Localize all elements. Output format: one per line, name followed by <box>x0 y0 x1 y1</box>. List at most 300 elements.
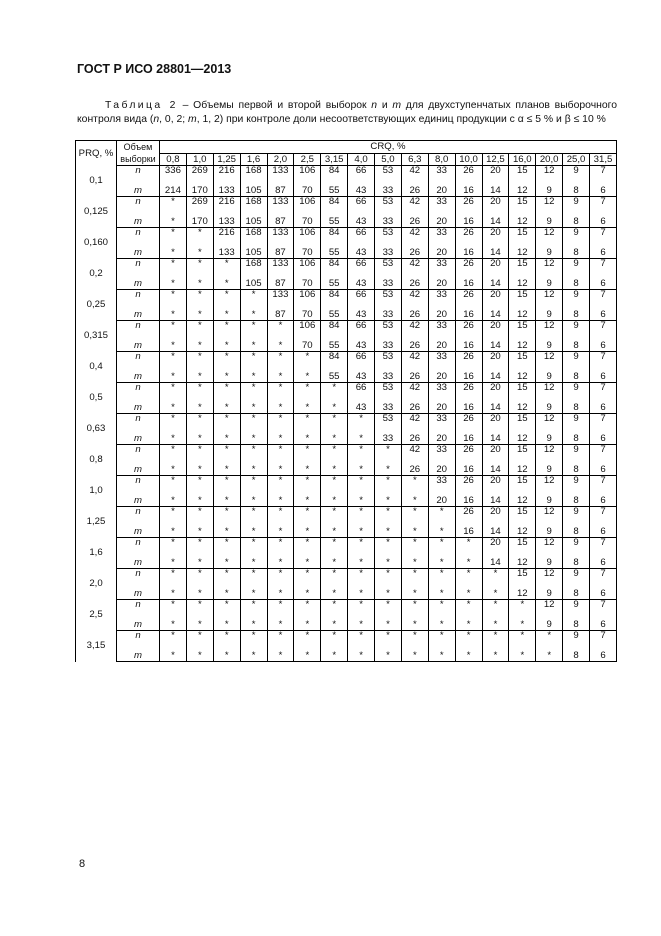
m-value: 14 <box>482 217 509 228</box>
m-value: * <box>213 434 240 445</box>
n-value: * <box>321 631 348 642</box>
n-value: * <box>267 321 294 332</box>
m-label: m <box>117 186 160 197</box>
caption-n: n <box>153 114 160 125</box>
m-value: * <box>321 434 348 445</box>
m-value: * <box>401 620 428 631</box>
m-value: * <box>240 620 267 631</box>
table-row <box>76 517 617 527</box>
m-value: 16 <box>455 248 482 259</box>
n-value: 20 <box>482 166 509 177</box>
n-label: n <box>117 197 160 208</box>
crq-column-header: 4,0 <box>348 153 375 166</box>
n-value: * <box>375 538 402 549</box>
m-value: 70 <box>294 310 321 321</box>
caption-text: , 1, 2) при контроле доли несоответствующих единиц продукции с α ≤ 5 % и β ≤ 10 % <box>196 114 606 125</box>
prq-value: 0,63 <box>76 414 117 445</box>
m-value: 6 <box>590 558 617 569</box>
m-value: 33 <box>375 186 402 197</box>
n-value: 7 <box>590 569 617 580</box>
m-value: * <box>213 279 240 290</box>
n-value: * <box>186 445 213 456</box>
m-value: 70 <box>294 248 321 259</box>
n-label: n <box>117 166 160 177</box>
m-value: 6 <box>590 341 617 352</box>
m-value: 55 <box>321 372 348 383</box>
m-value: 12 <box>509 589 536 600</box>
m-value: * <box>482 589 509 600</box>
caption-text: – Объемы первой и второй выборок <box>177 100 372 111</box>
table-row <box>76 538 617 549</box>
m-value: * <box>186 341 213 352</box>
table-row <box>76 548 617 558</box>
m-value: * <box>213 620 240 631</box>
m-value: 105 <box>240 217 267 228</box>
n-value: * <box>348 538 375 549</box>
n-value: 7 <box>590 631 617 642</box>
n-value: * <box>509 631 536 642</box>
n-value: 9 <box>563 476 590 487</box>
table-row <box>76 393 617 403</box>
n-value: 42 <box>401 290 428 301</box>
n-value: * <box>321 383 348 394</box>
n-value: 7 <box>590 538 617 549</box>
n-value: 42 <box>401 352 428 363</box>
table-row <box>76 238 617 248</box>
n-value: 33 <box>428 259 455 270</box>
n-value: 15 <box>509 445 536 456</box>
n-value: * <box>160 290 187 301</box>
m-value: * <box>401 558 428 569</box>
n-value: 9 <box>563 600 590 611</box>
m-value: 70 <box>294 186 321 197</box>
sample-size-table <box>75 140 617 662</box>
n-value: 53 <box>375 228 402 239</box>
n-value: * <box>267 631 294 642</box>
n-value: 53 <box>375 414 402 425</box>
m-value: 133 <box>213 248 240 259</box>
table-row <box>76 269 617 279</box>
m-value: * <box>240 651 267 662</box>
m-value: 12 <box>509 310 536 321</box>
m-value: * <box>213 341 240 352</box>
n-value: * <box>186 228 213 239</box>
m-value: 55 <box>321 279 348 290</box>
m-value: 14 <box>482 403 509 414</box>
crq-column-header: 25,0 <box>563 153 590 166</box>
m-value: * <box>321 651 348 662</box>
m-value: 20 <box>428 496 455 507</box>
m-value: 8 <box>563 248 590 259</box>
n-value: * <box>267 569 294 580</box>
m-value: * <box>267 372 294 383</box>
n-value: 15 <box>509 352 536 363</box>
m-value: * <box>213 496 240 507</box>
n-value: * <box>240 445 267 456</box>
n-value: 9 <box>563 321 590 332</box>
n-value: * <box>160 631 187 642</box>
n-value: 33 <box>428 445 455 456</box>
table-row <box>76 507 617 518</box>
n-value: * <box>294 352 321 363</box>
n-value: * <box>240 569 267 580</box>
table-row <box>76 620 617 631</box>
caption-m: m <box>392 100 402 111</box>
caption-n: n <box>371 100 378 111</box>
m-value: 6 <box>590 527 617 538</box>
m-value: * <box>455 651 482 662</box>
m-value: 170 <box>186 186 213 197</box>
n-value: 20 <box>482 352 509 363</box>
m-label: m <box>117 372 160 383</box>
prq-value: 0,1 <box>76 166 117 197</box>
n-value: * <box>186 538 213 549</box>
n-value: * <box>482 569 509 580</box>
m-value: 12 <box>509 279 536 290</box>
m-value: 43 <box>348 279 375 290</box>
caption-text: , 0, 2; <box>159 114 189 125</box>
n-value: 269 <box>186 197 213 208</box>
m-value: * <box>240 496 267 507</box>
n-value: * <box>240 507 267 518</box>
crq-column-header: 31,5 <box>590 153 617 166</box>
m-value: 14 <box>482 496 509 507</box>
m-label: m <box>117 496 160 507</box>
m-value: * <box>160 558 187 569</box>
prq-value: 0,8 <box>76 445 117 476</box>
n-value: * <box>160 321 187 332</box>
n-value: * <box>267 445 294 456</box>
m-value: 12 <box>509 372 536 383</box>
n-value: 12 <box>536 507 563 518</box>
m-value: 8 <box>563 589 590 600</box>
table-row <box>76 496 617 507</box>
n-value: * <box>348 600 375 611</box>
m-value: 9 <box>536 217 563 228</box>
n-value: * <box>213 321 240 332</box>
n-value: * <box>240 631 267 642</box>
n-value: 66 <box>348 383 375 394</box>
m-value: * <box>240 465 267 476</box>
n-value: 33 <box>428 321 455 332</box>
n-value: 42 <box>401 321 428 332</box>
n-label: n <box>117 290 160 301</box>
n-value: * <box>455 569 482 580</box>
n-value: * <box>482 600 509 611</box>
m-value: 20 <box>428 186 455 197</box>
n-value: * <box>294 445 321 456</box>
m-value: 9 <box>536 372 563 383</box>
n-value: * <box>294 538 321 549</box>
n-label: n <box>117 414 160 425</box>
n-value: 216 <box>213 228 240 239</box>
m-label: m <box>117 434 160 445</box>
m-value: 26 <box>401 403 428 414</box>
m-value: * <box>321 589 348 600</box>
m-value: 14 <box>482 310 509 321</box>
crq-column-header: 6,3 <box>401 153 428 166</box>
m-value: 12 <box>509 217 536 228</box>
m-value: 9 <box>536 589 563 600</box>
m-value: * <box>375 558 402 569</box>
n-value: 84 <box>321 197 348 208</box>
n-value: * <box>401 507 428 518</box>
n-value: 20 <box>482 290 509 301</box>
n-value: 216 <box>213 166 240 177</box>
n-value: 15 <box>509 538 536 549</box>
m-value: 6 <box>590 620 617 631</box>
n-value: 133 <box>267 166 294 177</box>
n-value: * <box>401 538 428 549</box>
n-value: 168 <box>240 197 267 208</box>
m-value: 43 <box>348 372 375 383</box>
m-value: 12 <box>509 496 536 507</box>
m-value: 70 <box>294 279 321 290</box>
m-value: * <box>428 620 455 631</box>
crq-column-header: 20,0 <box>536 153 563 166</box>
table-row <box>76 434 617 445</box>
m-value: 105 <box>240 279 267 290</box>
n-label: n <box>117 383 160 394</box>
m-value: 16 <box>455 186 482 197</box>
m-value: 33 <box>375 341 402 352</box>
n-value: * <box>186 569 213 580</box>
n-value: 42 <box>401 383 428 394</box>
m-value: 8 <box>563 651 590 662</box>
table-row <box>76 217 617 228</box>
m-value: 33 <box>375 248 402 259</box>
m-value: * <box>186 403 213 414</box>
m-value: 214 <box>160 186 187 197</box>
m-value: 12 <box>509 527 536 538</box>
crq-column-header: 3,15 <box>321 153 348 166</box>
table-row <box>76 403 617 414</box>
m-value: 9 <box>536 248 563 259</box>
m-value: 87 <box>267 279 294 290</box>
n-value: 15 <box>509 259 536 270</box>
m-value: 6 <box>590 310 617 321</box>
m-value: 12 <box>509 403 536 414</box>
table-row <box>76 197 617 208</box>
m-value: 55 <box>321 341 348 352</box>
n-value: * <box>160 476 187 487</box>
m-value: * <box>267 341 294 352</box>
n-value: 20 <box>482 228 509 239</box>
m-value: 16 <box>455 496 482 507</box>
n-value: 9 <box>563 383 590 394</box>
n-value: 12 <box>536 569 563 580</box>
m-label: m <box>117 403 160 414</box>
m-value: * <box>482 620 509 631</box>
m-value: * <box>401 651 428 662</box>
m-value: * <box>428 527 455 538</box>
crq-column-header: 2,5 <box>294 153 321 166</box>
n-value: 12 <box>536 538 563 549</box>
table-row <box>76 176 617 186</box>
m-value: * <box>186 372 213 383</box>
m-value: 20 <box>428 248 455 259</box>
n-value: 12 <box>536 290 563 301</box>
m-value: * <box>321 558 348 569</box>
n-value: 15 <box>509 476 536 487</box>
table-row <box>76 310 617 321</box>
m-value: 43 <box>348 341 375 352</box>
n-value: 26 <box>455 476 482 487</box>
n-label: n <box>117 352 160 363</box>
table-row <box>76 383 617 394</box>
n-value: * <box>213 569 240 580</box>
n-value: 84 <box>321 228 348 239</box>
table-row <box>76 465 617 476</box>
n-value: * <box>186 321 213 332</box>
crq-column-header: 1,25 <box>213 153 240 166</box>
m-value: 26 <box>401 465 428 476</box>
crq-column-header: 16,0 <box>509 153 536 166</box>
n-value: * <box>428 600 455 611</box>
m-value: 9 <box>536 527 563 538</box>
n-value: 20 <box>482 259 509 270</box>
m-value: * <box>267 403 294 414</box>
n-value: * <box>348 569 375 580</box>
n-label: n <box>117 228 160 239</box>
m-label: m <box>117 279 160 290</box>
m-value: 14 <box>482 527 509 538</box>
n-value: 12 <box>536 228 563 239</box>
n-value: 106 <box>294 197 321 208</box>
n-value: 7 <box>590 445 617 456</box>
n-value: * <box>240 600 267 611</box>
n-value: * <box>375 476 402 487</box>
n-value: 7 <box>590 166 617 177</box>
n-value: 106 <box>294 290 321 301</box>
n-value: * <box>294 631 321 642</box>
n-value: 7 <box>590 600 617 611</box>
m-value: 8 <box>563 279 590 290</box>
m-value: * <box>267 620 294 631</box>
m-value: 9 <box>536 434 563 445</box>
m-value: * <box>348 434 375 445</box>
n-value: 7 <box>590 321 617 332</box>
m-value: * <box>348 527 375 538</box>
n-label: n <box>117 476 160 487</box>
n-value: 42 <box>401 414 428 425</box>
n-value: 106 <box>294 166 321 177</box>
m-value: 87 <box>267 248 294 259</box>
n-value: 20 <box>482 476 509 487</box>
n-value: * <box>375 445 402 456</box>
table-row <box>76 641 617 651</box>
m-value: * <box>348 620 375 631</box>
n-value: 53 <box>375 197 402 208</box>
n-value: * <box>536 631 563 642</box>
n-value: 9 <box>563 290 590 301</box>
m-value: * <box>213 527 240 538</box>
n-value: * <box>294 476 321 487</box>
n-value: 168 <box>240 228 267 239</box>
m-value: 20 <box>428 341 455 352</box>
n-value: 26 <box>455 507 482 518</box>
n-value: 9 <box>563 352 590 363</box>
m-value: * <box>186 651 213 662</box>
m-value: * <box>455 589 482 600</box>
m-value: * <box>348 465 375 476</box>
m-value: * <box>294 558 321 569</box>
n-value: * <box>482 631 509 642</box>
m-value: * <box>240 434 267 445</box>
m-value: * <box>509 651 536 662</box>
m-value: 20 <box>428 217 455 228</box>
m-value: * <box>294 589 321 600</box>
n-value: 53 <box>375 321 402 332</box>
sample-header: Объем выборки <box>117 141 160 166</box>
n-value: 7 <box>590 228 617 239</box>
n-value: 269 <box>186 166 213 177</box>
m-value: 6 <box>590 186 617 197</box>
m-value: 133 <box>213 217 240 228</box>
n-value: 12 <box>536 352 563 363</box>
m-value: * <box>213 372 240 383</box>
m-value: * <box>267 527 294 538</box>
n-value: * <box>186 259 213 270</box>
m-value: 26 <box>401 341 428 352</box>
m-value: 43 <box>348 403 375 414</box>
n-value: * <box>401 476 428 487</box>
n-value: * <box>321 538 348 549</box>
m-value: 16 <box>455 465 482 476</box>
m-value: 8 <box>563 558 590 569</box>
table-row <box>76 476 617 487</box>
m-value: 14 <box>482 558 509 569</box>
caption-label: Таблица 2 <box>105 100 178 111</box>
n-value: 42 <box>401 445 428 456</box>
n-value: * <box>186 290 213 301</box>
m-value: 55 <box>321 186 348 197</box>
m-value: 12 <box>509 248 536 259</box>
m-value: * <box>160 248 187 259</box>
n-value: * <box>160 228 187 239</box>
m-value: * <box>213 589 240 600</box>
table-row <box>76 651 617 662</box>
prq-value: 0,4 <box>76 352 117 383</box>
m-label: m <box>117 248 160 259</box>
n-value: * <box>428 569 455 580</box>
m-value: 16 <box>455 217 482 228</box>
m-value: * <box>160 527 187 538</box>
m-label: m <box>117 527 160 538</box>
m-value: 26 <box>401 248 428 259</box>
m-value: 26 <box>401 186 428 197</box>
n-value: * <box>213 414 240 425</box>
m-value: * <box>213 558 240 569</box>
m-value: * <box>348 589 375 600</box>
table-row <box>76 352 617 363</box>
m-value: * <box>482 651 509 662</box>
n-value: * <box>321 476 348 487</box>
m-value: 43 <box>348 217 375 228</box>
m-value: 12 <box>509 465 536 476</box>
n-value: 53 <box>375 290 402 301</box>
n-value: * <box>267 476 294 487</box>
m-value: * <box>375 465 402 476</box>
n-value: * <box>213 383 240 394</box>
prq-value: 1,6 <box>76 538 117 569</box>
n-value: 66 <box>348 290 375 301</box>
m-value: 87 <box>267 217 294 228</box>
n-value: 106 <box>294 228 321 239</box>
m-value: 6 <box>590 496 617 507</box>
m-value: 9 <box>536 279 563 290</box>
m-value: 9 <box>536 465 563 476</box>
